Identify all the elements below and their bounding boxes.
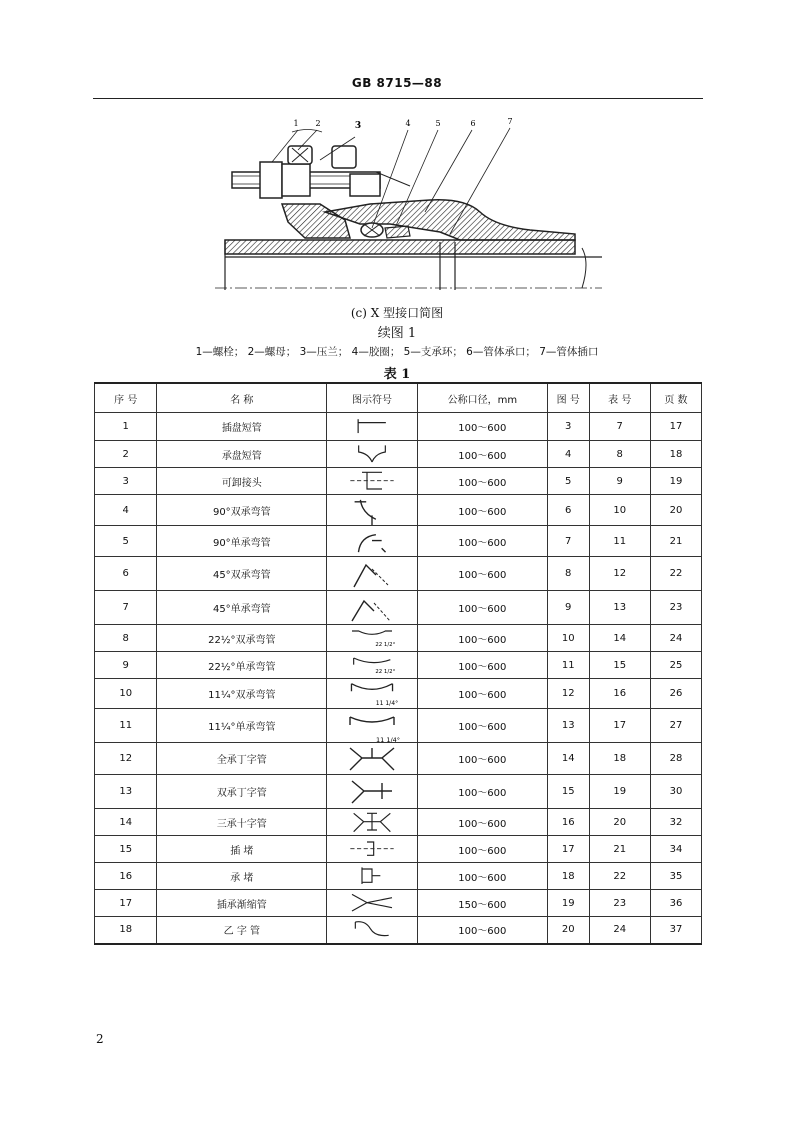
offset-pipe-icon xyxy=(342,917,402,942)
cell-table: 13 xyxy=(589,591,650,625)
cell-symbol xyxy=(327,863,418,890)
single-socket-bend-90-icon xyxy=(342,527,402,556)
cell-page: 21 xyxy=(650,526,701,557)
cell-name: 插盘短管 xyxy=(157,413,327,441)
cell-table: 19 xyxy=(589,775,650,809)
callout-3: 3 xyxy=(354,121,362,131)
cell-no: 10 xyxy=(95,679,157,709)
table-row xyxy=(95,557,702,591)
cell-name: 11¼°单承弯管 xyxy=(157,709,327,743)
cell-diameter: 100～600 xyxy=(417,809,547,836)
support-ring xyxy=(385,226,410,238)
cell-no: 16 xyxy=(95,863,157,890)
reducer-icon xyxy=(342,891,402,916)
cell-figure: 17 xyxy=(547,836,589,863)
callout-7: 7 xyxy=(507,117,513,126)
cell-table: 17 xyxy=(589,709,650,743)
table-row xyxy=(95,591,702,625)
cell-no: 15 xyxy=(95,836,157,863)
cell-name: 三承十字管 xyxy=(157,809,327,836)
cell-figure: 10 xyxy=(547,625,589,652)
cell-page: 19 xyxy=(650,468,701,495)
table-row xyxy=(95,495,702,526)
table-row xyxy=(95,468,702,495)
cell-no: 3 xyxy=(95,468,157,495)
double-socket-bend-22-icon xyxy=(342,626,402,651)
cell-page: 22 xyxy=(650,557,701,591)
cell-symbol xyxy=(327,526,418,557)
figure-subcaption: 续图 1 xyxy=(377,326,417,341)
symbol-angle-label: 22 1/2° xyxy=(375,668,396,675)
cell-name: 承 堵 xyxy=(157,863,327,890)
cell-diameter: 100～600 xyxy=(417,557,547,591)
triple-socket-cross-icon xyxy=(342,810,402,835)
cell-diameter: 100～600 xyxy=(417,468,547,495)
single-socket-bend-45-icon xyxy=(342,592,402,624)
table-row xyxy=(95,679,702,709)
cell-no: 12 xyxy=(95,743,157,775)
callout-4: 4 xyxy=(405,119,411,128)
cell-figure: 19 xyxy=(547,890,589,917)
cell-symbol xyxy=(327,557,418,591)
cell-no: 1 xyxy=(95,413,157,441)
table-row xyxy=(95,441,702,468)
cell-page: 27 xyxy=(650,709,701,743)
cell-no: 2 xyxy=(95,441,157,468)
figure-caption: (c) X 型接口简图 xyxy=(350,306,444,320)
cell-figure: 20 xyxy=(547,917,589,944)
double-socket-bend-11-icon xyxy=(342,680,402,708)
cell-diameter: 100～600 xyxy=(417,591,547,625)
cell-name: 插承渐缩管 xyxy=(157,890,327,917)
cell-name: 90°双承弯管 xyxy=(157,495,327,526)
cell-page: 17 xyxy=(650,413,701,441)
cell-diameter: 100～600 xyxy=(417,526,547,557)
cell-name: 全承丁字管 xyxy=(157,743,327,775)
cell-figure: 8 xyxy=(547,557,589,591)
cell-name: 11¼°双承弯管 xyxy=(157,679,327,709)
cell-symbol xyxy=(327,441,418,468)
cell-table: 12 xyxy=(589,557,650,591)
cell-no: 14 xyxy=(95,809,157,836)
cell-symbol xyxy=(327,775,418,809)
cell-symbol xyxy=(327,917,418,944)
cell-figure: 3 xyxy=(547,413,589,441)
cell-table: 23 xyxy=(589,890,650,917)
cell-name: 45°双承弯管 xyxy=(157,557,327,591)
cell-symbol xyxy=(327,652,418,679)
page-number: 2 xyxy=(96,1032,104,1046)
cell-diameter: 150～600 xyxy=(417,890,547,917)
cell-table: 7 xyxy=(589,413,650,441)
single-socket-bend-11-icon xyxy=(342,710,402,742)
table-row xyxy=(95,809,702,836)
cell-symbol xyxy=(327,591,418,625)
cell-no: 7 xyxy=(95,591,157,625)
cell-diameter: 100～600 xyxy=(417,495,547,526)
figure-legend: 1—螺栓； 2—螺母； 3—压兰； 4—胶圈； 5—支承环； 6—管体承口； 7—管体插口 xyxy=(195,346,599,358)
single-socket-bend-22-icon xyxy=(342,653,402,678)
callout-1: 1 xyxy=(293,119,299,128)
cell-no: 17 xyxy=(95,890,157,917)
cell-page: 20 xyxy=(650,495,701,526)
cell-figure: 4 xyxy=(547,441,589,468)
spigot-plug-icon xyxy=(342,837,402,862)
cell-symbol xyxy=(327,413,418,441)
table-row xyxy=(95,709,702,743)
cell-page: 36 xyxy=(650,890,701,917)
cell-table: 8 xyxy=(589,441,650,468)
table-row xyxy=(95,863,702,890)
cell-diameter: 100～600 xyxy=(417,413,547,441)
table-row xyxy=(95,775,702,809)
cell-figure: 12 xyxy=(547,679,589,709)
col-header-diameter: 公称口径，mm xyxy=(417,383,547,413)
cell-page: 30 xyxy=(650,775,701,809)
cell-figure: 9 xyxy=(547,591,589,625)
col-header-name: 名 称 xyxy=(157,383,327,413)
spigot-pipe-wall xyxy=(225,240,575,254)
cell-diameter: 100～600 xyxy=(417,679,547,709)
cell-figure: 7 xyxy=(547,526,589,557)
cell-page: 32 xyxy=(650,809,701,836)
cell-name: 承盘短管 xyxy=(157,441,327,468)
cell-symbol xyxy=(327,495,418,526)
cell-table: 20 xyxy=(589,809,650,836)
x-type-joint-diagram xyxy=(210,112,610,302)
cell-symbol xyxy=(327,743,418,775)
cell-diameter: 100～600 xyxy=(417,775,547,809)
cell-table: 11 xyxy=(589,526,650,557)
cell-figure: 13 xyxy=(547,709,589,743)
callout-5: 5 xyxy=(435,119,441,128)
cell-table: 10 xyxy=(589,495,650,526)
cell-table: 14 xyxy=(589,625,650,652)
cell-diameter: 100～600 xyxy=(417,863,547,890)
detachable-joint-icon xyxy=(342,469,402,494)
cell-symbol xyxy=(327,709,418,743)
table-row xyxy=(95,652,702,679)
cell-diameter: 100～600 xyxy=(417,709,547,743)
document-header: GB 8715—88 xyxy=(351,76,443,90)
table-row xyxy=(95,526,702,557)
cell-diameter: 100～600 xyxy=(417,836,547,863)
cell-page: 23 xyxy=(650,591,701,625)
plain-end-flange-pipe-icon xyxy=(342,414,402,440)
col-header-symbol: 图示符号 xyxy=(327,383,418,413)
col-header-figure: 图 号 xyxy=(547,383,589,413)
col-header-page: 页 数 xyxy=(650,383,701,413)
cell-table: 16 xyxy=(589,679,650,709)
table-row xyxy=(95,743,702,775)
cell-no: 18 xyxy=(95,917,157,944)
cell-no: 8 xyxy=(95,625,157,652)
col-header-no: 序 号 xyxy=(95,383,157,413)
symbol-angle-label: 11 1/4° xyxy=(375,699,399,707)
cell-no: 13 xyxy=(95,775,157,809)
cell-diameter: 100～600 xyxy=(417,917,547,944)
cell-name: 22½°双承弯管 xyxy=(157,625,327,652)
table-row xyxy=(95,625,702,652)
cell-page: 34 xyxy=(650,836,701,863)
cell-page: 25 xyxy=(650,652,701,679)
col-header-table: 表 号 xyxy=(589,383,650,413)
cell-no: 6 xyxy=(95,557,157,591)
header-rule xyxy=(93,98,703,99)
cell-name: 90°单承弯管 xyxy=(157,526,327,557)
cell-table: 24 xyxy=(589,917,650,944)
table-title: 表 1 xyxy=(383,367,411,382)
cell-symbol xyxy=(327,625,418,652)
cell-diameter: 100～600 xyxy=(417,625,547,652)
cell-figure: 16 xyxy=(547,809,589,836)
cell-symbol xyxy=(327,890,418,917)
cell-page: 35 xyxy=(650,863,701,890)
all-socket-tee-icon xyxy=(342,744,402,774)
cell-page: 24 xyxy=(650,625,701,652)
cell-page: 26 xyxy=(650,679,701,709)
cell-figure: 5 xyxy=(547,468,589,495)
cell-no: 9 xyxy=(95,652,157,679)
fittings-table xyxy=(94,382,702,945)
symbol-angle-label: 22 1/2° xyxy=(375,641,396,648)
cell-no: 4 xyxy=(95,495,157,526)
cell-name: 插 堵 xyxy=(157,836,327,863)
cell-table: 21 xyxy=(589,836,650,863)
cell-page: 18 xyxy=(650,441,701,468)
cell-figure: 14 xyxy=(547,743,589,775)
cell-name: 双承丁字管 xyxy=(157,775,327,809)
cell-name: 22½°单承弯管 xyxy=(157,652,327,679)
double-socket-bend-45-icon xyxy=(342,558,402,590)
double-socket-bend-90-icon xyxy=(342,496,402,525)
table-row xyxy=(95,917,702,944)
table-row xyxy=(95,413,702,441)
cell-name: 可卸接头 xyxy=(157,468,327,495)
cell-diameter: 100～600 xyxy=(417,652,547,679)
cell-no: 11 xyxy=(95,709,157,743)
cell-symbol xyxy=(327,809,418,836)
symbol-angle-label: 11 1/4° xyxy=(375,735,401,742)
cell-name: 乙 字 管 xyxy=(157,917,327,944)
cell-page: 37 xyxy=(650,917,701,944)
cell-no: 5 xyxy=(95,526,157,557)
socket-flange-pipe-icon xyxy=(342,442,402,467)
cell-figure: 11 xyxy=(547,652,589,679)
cell-diameter: 100～600 xyxy=(417,441,547,468)
double-socket-tee-icon xyxy=(342,776,402,808)
callout-6: 6 xyxy=(470,119,476,128)
cell-figure: 15 xyxy=(547,775,589,809)
cell-symbol xyxy=(327,836,418,863)
cell-figure: 6 xyxy=(547,495,589,526)
cell-table: 22 xyxy=(589,863,650,890)
socket-plug-icon xyxy=(342,864,402,889)
cell-figure: 18 xyxy=(547,863,589,890)
table-row xyxy=(95,890,702,917)
cell-table: 15 xyxy=(589,652,650,679)
cell-name: 45°单承弯管 xyxy=(157,591,327,625)
cell-table: 9 xyxy=(589,468,650,495)
cell-symbol xyxy=(327,468,418,495)
table-row xyxy=(95,836,702,863)
cell-page: 28 xyxy=(650,743,701,775)
cell-diameter: 100～600 xyxy=(417,743,547,775)
callout-2: 2 xyxy=(315,119,321,128)
nut xyxy=(260,162,282,198)
cell-symbol xyxy=(327,679,418,709)
cell-table: 18 xyxy=(589,743,650,775)
